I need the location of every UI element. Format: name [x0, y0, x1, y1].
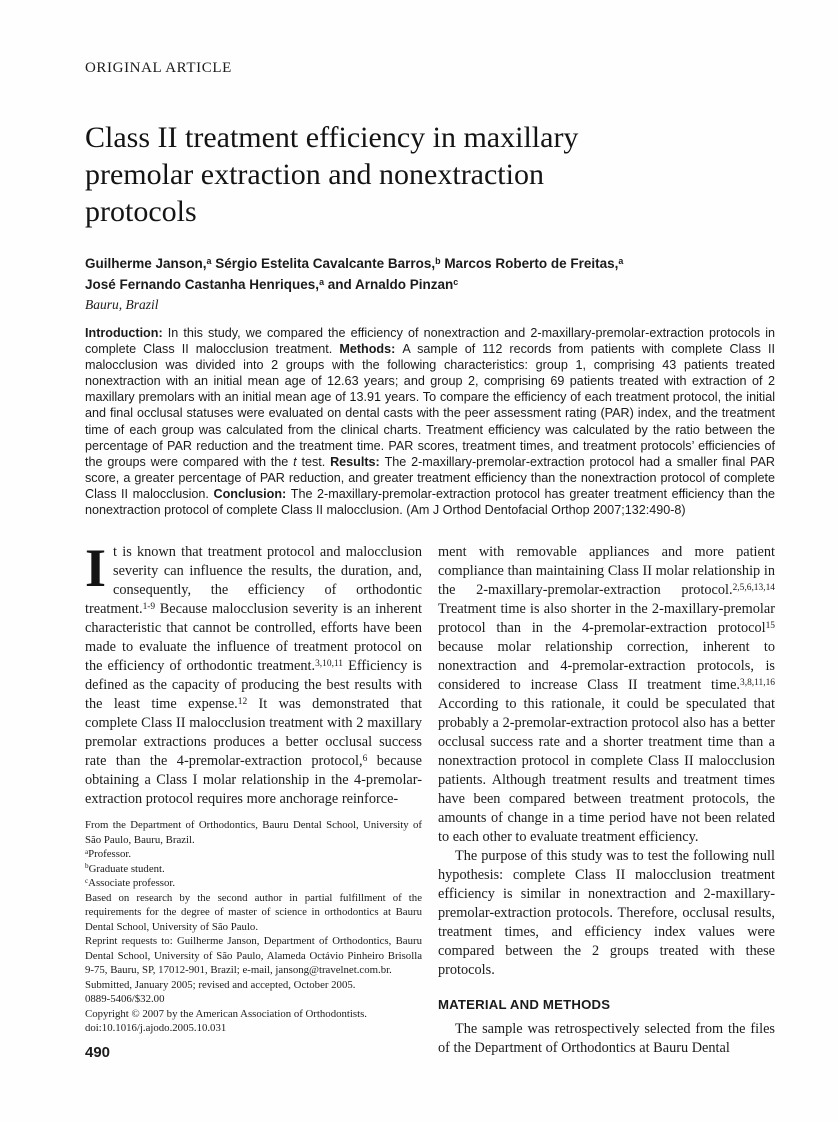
footnote-role-b: $^b$Graduate student.	[85, 862, 165, 875]
methods-paragraph: The sample was retrospectively selected from the files of the Department of Orthodontics at Bauru Dental	[438, 1021, 775, 1057]
footnote-thesis-note: Based on research by the second author in partial fulfillment of the requirements for the degree of master of science in orthodontics at Bauru Dental School, University of São Paulo.	[85, 891, 422, 933]
author-location: Bauru, Brazil	[85, 297, 159, 312]
footnote-doi: doi:10.1016/j.ajodo.2005.10.031	[85, 1022, 227, 1035]
two-column-body	[85, 538, 775, 1058]
section-heading-material-and-methods: MATERIAL AND METHODS	[438, 997, 611, 1013]
footnote-affiliation: From the Department of Orthodontics, Bauru Dental School, University of São Paulo, Bauru, Brazil.	[85, 819, 422, 846]
article-title-line-1: Class II treatment efficiency in maxillary	[85, 121, 579, 154]
author-list	[85, 253, 775, 295]
left-column	[85, 538, 423, 1058]
body-paragraph-continuation: ment with removable appliances and more patient compliance than maintaining Class II molar relationship in the 2-maxillary-premolar-extraction protocol.$^{2,5,6,13,14}$ Treatment time is also shorter in the 2-maxillary-premolar protocol than in the 4-premolar-extraction protocol$^{15}$ because molar relationship correction, inherent to nonextraction and 4-premolar-extraction protocols, is considered to increase Class II treatment time.$^{3,8,11,16}$ According to this rationale, it could be speculated that probably a 2-premolar-extraction protocol also has a better occlusal success rate and a shorter treatment time than a nonextraction protocol in complete Class II malocclusion patients. Although treatment results and treatment times have been compared between treatment protocols, the amounts of change in a time period have not been related to each other to evaluate treatment efficiency.	[438, 544, 775, 846]
article-title-line-3: protocols	[85, 195, 197, 228]
page-content	[85, 0, 775, 1058]
author-line-2: José Fernando Castanha Henriques,$^a$ and Arnaldo Pinzan$^c$	[85, 277, 459, 292]
author-line-1: Guilherme Janson,$^a$ Sérgio Estelita Cavalcante Barros,$^b$ Marcos Roberto de Freitas,$^a$	[85, 256, 624, 271]
footnote-role-c: $^c$Associate professor.	[85, 876, 176, 890]
article-title	[85, 119, 775, 230]
intro-paragraph-text: t is known that treatment protocol and malocclusion severity can influence the results, the duration, and, consequently, the efficiency of orthodontic treatment.$^{1-9}$ Because malocclusion severity is an inherent characteristic that cannot be controlled, efforts have been made to evaluate the influence of treatment protocol on the efficiency of orthodontic treatment.$^{3,10,11}$ Efficiency is defined as the capacity of producing the best results with the least time expense.$^{12}$ It was demonstrated that complete Class II malocclusion treatment with 2 maxillary premolar extractions produces a better occlusal success rate than the 4-premolar-extraction protocol,$^6$ because obtaining a Class I molar relationship in the 4-premolar-extraction protocol requires more anchorage reinforce-	[85, 544, 423, 808]
drop-cap: I	[85, 538, 107, 599]
footnote-submission-dates: Submitted, January 2005; revised and accepted, October 2005.	[85, 978, 356, 991]
footnote-copyright: Copyright © 2007 by the American Association of Orthodontists.	[85, 1007, 367, 1020]
footnote-issn-price: 0889-5406/$32.00	[85, 993, 165, 1006]
footnote-reprint-requests: Reprint requests to: Guilherme Janson, Department of Orthodontics, Bauru Dental School, University of São Paulo, Alameda Octávio Pinheiro Brisolla 9-75, Bauru, SP, 17012-901, Brazil; e-mail, jansong@travelnet.com.br.	[85, 935, 422, 977]
right-column	[438, 543, 775, 1058]
page-number: 490	[85, 1044, 111, 1061]
footnotes-block	[85, 818, 422, 1036]
footnote-role-a: $^a$Professor.	[85, 847, 132, 861]
article-title-line-2: premolar extraction and nonextraction	[85, 158, 544, 191]
article-type-label: ORIGINAL ARTICLE	[85, 60, 232, 76]
purpose-paragraph: The purpose of this study was to test the following null hypothesis: complete Class II malocclusion treatment efficiency is similar in nonextraction and 2-maxillary-premolar-extraction protocols. Therefore, occlusal results, treatment times, and efficiency index values were compared between the 2 groups treated with these protocols.	[438, 848, 775, 979]
abstract-paragraph: Introduction: In this study, we compared the efficiency of nonextraction and 2-maxillary-premolar-extraction protocols in complete Class II malocclusion treatment. Methods: A sample of 112 records from patients with complete Class II malocclusion was divided into 2 groups with the following characteristics: group 1, comprising 43 patients treated nonextraction with an initial mean age of 12.63 years; and group 2, comprising 69 patients treated with extraction of 2 maxillary premolars with an initial mean age of 13.91 years. To compare the efficiency of each treatment protocol, the initial and final occlusal statuses were evaluated on dental casts with the peer assessment rating (PAR) index, and the treatment time of each group was calculated from the clinical charts. Treatment efficiency was calculated by the ratio between the percentage of PAR reduction and the treatment time. PAR scores, treatment times, and treatment protocols’ efficiencies of the groups were compared with the t test. Results: The 2-maxillary-premolar-extraction protocol had a smaller final PAR score, a greater percentage of PAR reduction, and greater treatment efficiency than the nonextraction protocol of complete Class II malocclusion. Conclusion: The 2-maxillary-premolar-extraction protocol has greater treatment efficiency than the nonextraction protocol of complete Class II malocclusion. (Am J Orthod Dentofacial Orthop 2007;132:490-8)	[85, 326, 776, 518]
intro-paragraph	[85, 538, 423, 809]
